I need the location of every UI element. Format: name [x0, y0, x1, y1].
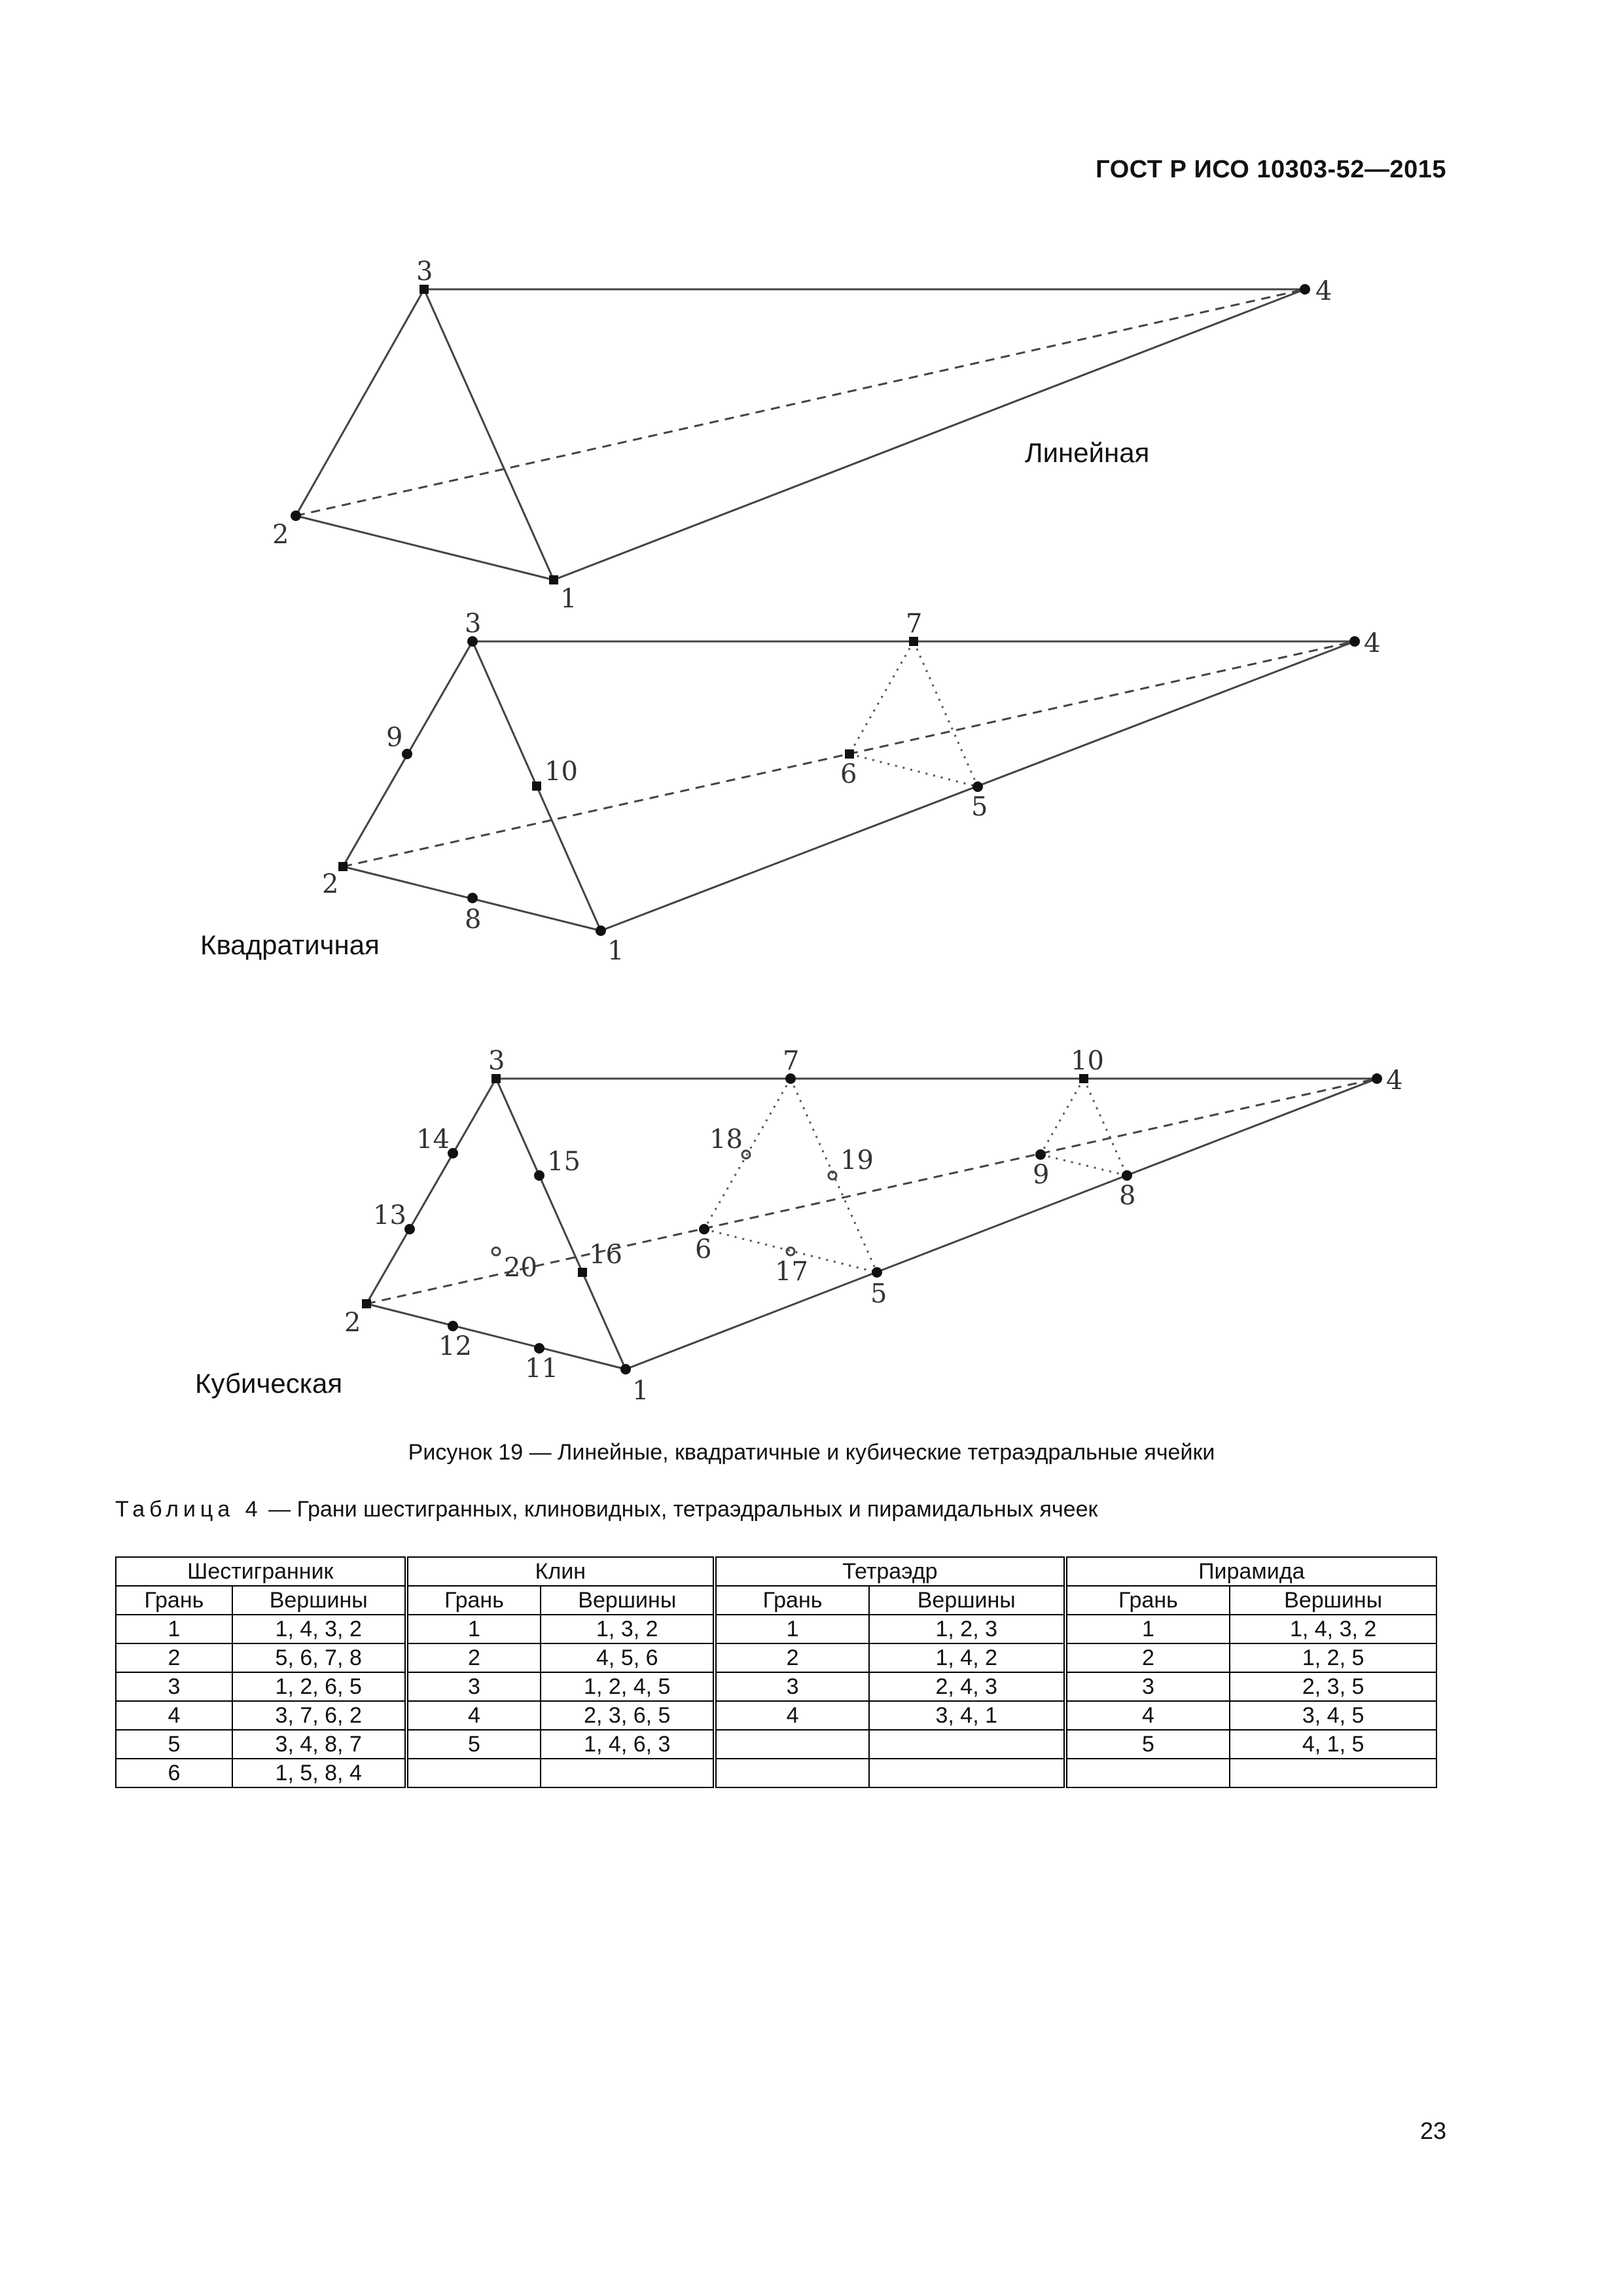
cubic-node-label-6: 6 — [695, 1234, 712, 1265]
sub-header-vertices: Вершины — [1230, 1586, 1436, 1615]
cubic-node-label-7: 7 — [783, 1046, 800, 1076]
quadratic-node-label-10: 10 — [544, 757, 578, 787]
table-cell: 4, 5, 6 — [541, 1643, 715, 1672]
table-cell: 1, 4, 2 — [869, 1643, 1065, 1672]
group-header-tetrahedron: Тетраэдр — [715, 1557, 1065, 1586]
linear-nodes — [291, 284, 1310, 584]
table-number: Таблица 4 — [115, 1497, 262, 1522]
cubic-node-label-14: 14 — [416, 1124, 450, 1155]
sub-header-face: Грань — [116, 1586, 232, 1615]
table-cell: 5 — [406, 1730, 541, 1759]
sub-header-vertices: Вершины — [541, 1586, 715, 1615]
table-cell: 3, 4, 5 — [1230, 1701, 1436, 1730]
table-cell: 5, 6, 7, 8 — [232, 1643, 406, 1672]
document-code: ГОСТ Р ИСО 10303-52—2015 — [1096, 156, 1446, 183]
table-cell: 4 — [116, 1701, 232, 1730]
linear-cell-label: Линейная — [1025, 437, 1150, 468]
table-cell — [1230, 1759, 1436, 1787]
table-cell: 2, 4, 3 — [869, 1672, 1065, 1701]
table-cell: 2, 3, 6, 5 — [541, 1701, 715, 1730]
figure-caption: Рисунок 19 — Линейные, квадратичные и кубические тетраэдральные ячейки — [408, 1440, 1215, 1465]
table-cell: 3, 4, 8, 7 — [232, 1730, 406, 1759]
table-cell — [541, 1759, 715, 1787]
cubic-node-label-13: 13 — [373, 1200, 406, 1230]
quadratic-node-label-6: 6 — [840, 759, 857, 789]
table-cell: 2 — [116, 1643, 232, 1672]
cubic-inner-dotted — [704, 1079, 1127, 1272]
sub-header-face: Грань — [715, 1586, 869, 1615]
table-cell: 3, 7, 6, 2 — [232, 1701, 406, 1730]
table-cell: 3 — [406, 1672, 541, 1701]
table-row — [116, 1759, 1436, 1787]
linear-node-label-3: 3 — [416, 257, 433, 287]
table-row — [116, 1643, 1436, 1672]
quadratic-node-label-1: 1 — [607, 936, 624, 966]
linear-node-label-2: 2 — [272, 520, 289, 550]
table-cell: 2 — [406, 1643, 541, 1672]
linear-tetrahedron — [296, 289, 1305, 580]
cubic-face-nodes — [492, 1151, 836, 1255]
table-cell: 1, 4, 3, 2 — [1230, 1615, 1436, 1643]
table-cell: 1 — [406, 1615, 541, 1643]
table-cell: 3 — [116, 1672, 232, 1701]
quadratic-node-label-2: 2 — [322, 869, 339, 899]
cubic-node-label-1: 1 — [632, 1376, 649, 1406]
cell-faces-table — [115, 1556, 1437, 1788]
group-header-wedge: Клин — [406, 1557, 715, 1586]
table-sub-header-row — [116, 1586, 1436, 1615]
cubic-nodes — [362, 1073, 1382, 1374]
table-cell: 2 — [715, 1643, 869, 1672]
cubic-node-label-5: 5 — [870, 1279, 887, 1309]
table-cell — [869, 1730, 1065, 1759]
table-cell: 2 — [1065, 1643, 1230, 1672]
table-cell: 5 — [1065, 1730, 1230, 1759]
sub-header-face: Грань — [406, 1586, 541, 1615]
table-cell: 6 — [116, 1759, 232, 1787]
table-row — [116, 1672, 1436, 1701]
cubic-node-label-3: 3 — [488, 1046, 505, 1076]
quadratic-node-label-8: 8 — [465, 905, 482, 935]
table-title-text: — Грани шестигранных, клиновидных, тетраэдральных и пирамидальных ячеек — [268, 1497, 1098, 1522]
table-cell: 2, 3, 5 — [1230, 1672, 1436, 1701]
table-cell — [406, 1759, 541, 1787]
quadratic-node-label-5: 5 — [971, 792, 988, 822]
cubic-node-label-16: 16 — [589, 1240, 622, 1270]
table-cell: 1 — [116, 1615, 232, 1643]
quadratic-inner-dotted — [849, 641, 978, 787]
cubic-node-label-4: 4 — [1386, 1066, 1403, 1096]
table-cell — [1065, 1759, 1230, 1787]
linear-node-label-4: 4 — [1315, 276, 1332, 306]
cubic-node-label-19: 19 — [840, 1145, 874, 1175]
table-cell: 4 — [715, 1701, 869, 1730]
table-row — [116, 1730, 1436, 1759]
linear-node-label-1: 1 — [560, 584, 577, 614]
table-cell: 3, 4, 1 — [869, 1701, 1065, 1730]
table-cell: 3 — [715, 1672, 869, 1701]
cubic-node-label-2: 2 — [344, 1308, 361, 1338]
cubic-node-label-9: 9 — [1033, 1160, 1050, 1190]
table-cell: 1, 5, 8, 4 — [232, 1759, 406, 1787]
cubic-node-label-11: 11 — [525, 1354, 558, 1384]
quadratic-node-label-9: 9 — [386, 723, 403, 753]
sub-header-vertices: Вершины — [869, 1586, 1065, 1615]
page-number: 23 — [1419, 2117, 1446, 2144]
table-cell: 1, 2, 6, 5 — [232, 1672, 406, 1701]
table-cell: 1, 4, 3, 2 — [232, 1615, 406, 1643]
table-cell — [869, 1759, 1065, 1787]
table-cell: 4 — [406, 1701, 541, 1730]
table-row — [116, 1701, 1436, 1730]
quadratic-cell-label: Квадратичная — [200, 929, 380, 960]
cubic-cell-label: Кубическая — [195, 1368, 343, 1399]
table-group-header-row — [116, 1557, 1436, 1586]
table-cell: 1, 2, 5 — [1230, 1643, 1436, 1672]
table-cell — [715, 1730, 869, 1759]
group-header-pyramid: Пирамида — [1065, 1557, 1436, 1586]
cubic-node-label-20: 20 — [504, 1253, 537, 1283]
sub-header-face: Грань — [1065, 1586, 1230, 1615]
cubic-node-label-12: 12 — [438, 1331, 472, 1361]
table-cell: 1 — [1065, 1615, 1230, 1643]
sub-header-vertices: Вершины — [232, 1586, 406, 1615]
cubic-node-label-8: 8 — [1119, 1181, 1136, 1211]
table-cell: 1, 4, 6, 3 — [541, 1730, 715, 1759]
cubic-tetrahedron — [366, 1079, 1377, 1369]
group-header-hexahedron: Шестигранник — [116, 1557, 406, 1586]
table-row — [116, 1615, 1436, 1643]
table-cell: 1, 2, 3 — [869, 1615, 1065, 1643]
table-title — [115, 1497, 1097, 1522]
table-cell — [715, 1759, 869, 1787]
table-cell: 1 — [715, 1615, 869, 1643]
table-cell: 4, 1, 5 — [1230, 1730, 1436, 1759]
table-cell: 1, 2, 4, 5 — [541, 1672, 715, 1701]
quadratic-node-label-7: 7 — [906, 609, 923, 639]
cubic-node-label-10: 10 — [1071, 1046, 1104, 1076]
cubic-node-label-18: 18 — [709, 1124, 743, 1155]
quadratic-node-label-4: 4 — [1364, 628, 1381, 658]
table-cell: 3 — [1065, 1672, 1230, 1701]
table-cell: 5 — [116, 1730, 232, 1759]
cubic-node-label-17: 17 — [775, 1257, 808, 1287]
cubic-node-label-15: 15 — [547, 1147, 580, 1177]
table-cell: 1, 3, 2 — [541, 1615, 715, 1643]
table-cell: 4 — [1065, 1701, 1230, 1730]
quadratic-node-label-3: 3 — [465, 609, 482, 639]
